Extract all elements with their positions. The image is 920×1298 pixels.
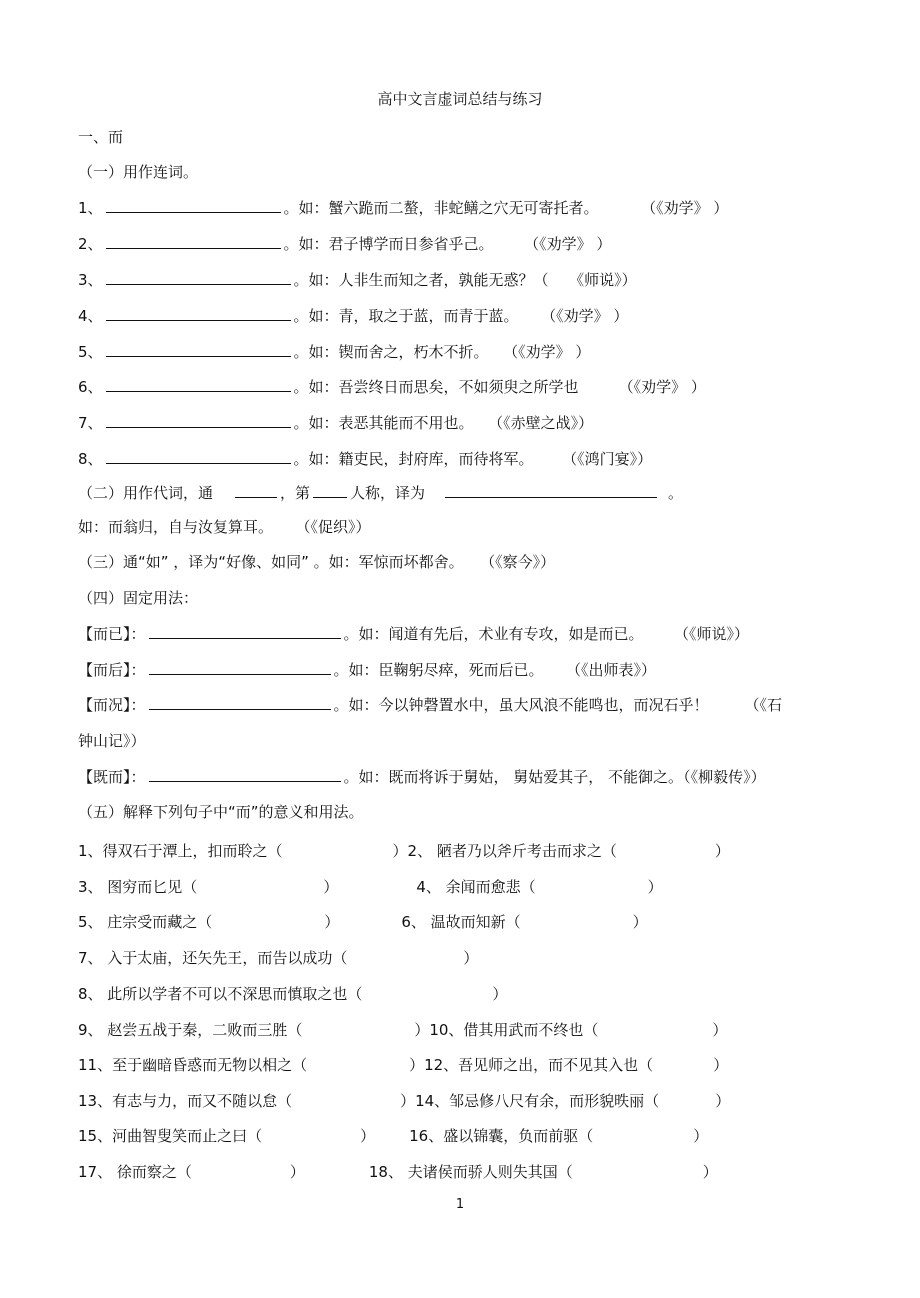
- source-text: （《劝学》 ）: [648, 199, 729, 217]
- fixed-key: 【而后】：: [78, 661, 146, 679]
- pronoun-text: ，第: [280, 484, 311, 502]
- example-text: 。如：籍吏民，封府库，而待将军。: [293, 450, 534, 468]
- conj-row: [78, 376, 706, 398]
- answer-blank[interactable]: [445, 483, 657, 498]
- exercise-text: 7、 入于太庙，还矢先王，而告以成功（: [78, 949, 348, 967]
- subsection-heading: （五）解释下列句子中“而”的意义和用法。: [78, 803, 364, 821]
- example-text: 。如：臣鞠躬尽瘁，死而后已。: [333, 661, 544, 679]
- pronoun-text: 。: [668, 484, 684, 502]
- exercise-text: ）14、邹忌修八尺有余，而形貌昳丽（: [400, 1092, 660, 1110]
- exercise-text: 16、盛以锦囊，负而前驱（: [409, 1127, 594, 1145]
- fixed-row: [78, 766, 766, 788]
- exercise-text: 1、得双石于潭上，扣而聆之（: [78, 842, 283, 860]
- answer-blank[interactable]: [106, 234, 281, 249]
- exercise-row: [78, 1125, 708, 1147]
- conj-row: [78, 448, 652, 470]
- conj-row: [78, 269, 637, 291]
- exercise-text: 6、 温故而知新（: [401, 913, 521, 931]
- exercise-text: ）: [289, 1163, 305, 1181]
- item-number: 6、: [78, 378, 103, 396]
- example-text: 。如：锲而舍之，朽木不折。: [293, 343, 489, 361]
- answer-blank[interactable]: [106, 198, 281, 213]
- example-text: 。如：闻道有先后，术业有专攻，如是而已。: [343, 625, 644, 643]
- source-text: （《劝学》 ）: [548, 307, 629, 325]
- exercise-text: 8、 此所以学者不可以不深思而慎取之也（: [78, 985, 363, 1003]
- answer-blank[interactable]: [106, 449, 291, 464]
- fixed-key: 【既而】：: [78, 768, 146, 786]
- exercise-text: ）: [492, 985, 508, 1003]
- exercise-text: ）: [702, 1163, 718, 1181]
- source-text: （《劝学》 ）: [510, 343, 591, 361]
- example-text: 。如：既而将诉于舅姑， 舅姑爱其子， 不能御之。: [343, 768, 684, 786]
- exercise-text: 4、 余闻而愈悲（: [416, 878, 536, 896]
- item-number: 5、: [78, 343, 103, 361]
- source-text: （《石: [744, 696, 783, 714]
- exercise-text: ）: [463, 949, 479, 967]
- fixed-row: [78, 623, 749, 645]
- exercise-text: ）2、 陋者乃以斧斤考击而求之（: [392, 842, 617, 860]
- exercise-text: ）: [324, 913, 340, 931]
- conj-row: [78, 305, 628, 327]
- source-text: （《察今》）: [487, 553, 556, 571]
- answer-blank[interactable]: [106, 413, 291, 428]
- example-text: 。如：人非生而知之者，孰能无惑？（: [293, 271, 549, 289]
- example-text: 如：而翁归，自与汝复算耳。: [78, 518, 274, 536]
- exercise-row: [78, 983, 507, 1005]
- example-text: 。如：今以钟磬置水中，虽大风浪不能鸣也，而况石乎！: [333, 696, 709, 714]
- item-number: 1、: [78, 199, 103, 217]
- exercise-row: [78, 876, 663, 898]
- exercise-text: 13、有志与力，而又不随以怠（: [78, 1092, 293, 1110]
- ru-row: [78, 551, 555, 573]
- fixed-row: [78, 659, 656, 681]
- source-text: （《劝学》 ）: [531, 235, 612, 253]
- source-text: 《师说》）: [576, 271, 637, 289]
- example-text: （三）通“如” ，译为“好像、如同” 。如：军惊而坏都舍。: [78, 553, 464, 571]
- source-text: （《鸿门宴》）: [569, 450, 653, 468]
- exercise-text: ）: [647, 878, 663, 896]
- example-text: 。如：青，取之于蓝，而青于蓝。: [293, 307, 519, 325]
- item-number: 8、: [78, 450, 103, 468]
- exercise-text: 18、 夫诸侯而骄人则失其国（: [368, 1163, 573, 1181]
- item-number: 7、: [78, 414, 103, 432]
- item-number: 3、: [78, 271, 103, 289]
- source-text: （《出师表》）: [573, 661, 657, 679]
- fixed-cont: 钟山记》）: [78, 732, 146, 750]
- exercise-text: ）: [693, 1127, 709, 1145]
- answer-blank[interactable]: [106, 377, 291, 392]
- subsection-heading: （四）固定用法：: [78, 589, 199, 607]
- subsection-heading: （一）用作连词。: [78, 163, 199, 181]
- exercise-text: 9、 赵尝五战于秦，二败而三胜（: [78, 1021, 303, 1039]
- exercise-text: ）: [713, 1056, 729, 1074]
- fixed-key: 【而已】：: [78, 625, 146, 643]
- example-text: 。如：蟹六跪而二螯，非蛇鳝之穴无可寄托者。: [283, 199, 599, 217]
- answer-blank[interactable]: [313, 483, 347, 498]
- answer-blank[interactable]: [106, 270, 291, 285]
- answer-blank[interactable]: [149, 624, 341, 639]
- page-number: 1: [455, 1197, 465, 1212]
- pronoun-row: [78, 482, 683, 504]
- exercise-row: [78, 1019, 727, 1041]
- conj-row: [78, 341, 590, 363]
- source-text: （《促织》）: [303, 518, 371, 536]
- exercise-row: [78, 840, 730, 862]
- item-number: 4、: [78, 307, 103, 325]
- item-number: 2、: [78, 235, 103, 253]
- fixed-key: 【而况】：: [78, 696, 146, 714]
- source-text: （《师说》）: [681, 625, 750, 643]
- exercise-row: [78, 947, 478, 969]
- exercise-text: ）: [712, 1021, 728, 1039]
- conj-row: [78, 197, 728, 219]
- pronoun-text: 人称，译为: [350, 484, 426, 502]
- answer-blank[interactable]: [106, 342, 291, 357]
- pronoun-text: （二）用作代词，通: [78, 484, 214, 502]
- exercise-text: ）10、借其用武而不终也（: [414, 1021, 599, 1039]
- document-title: 高中文言虚词总结与练习: [377, 90, 543, 108]
- answer-blank[interactable]: [149, 695, 331, 710]
- conj-row: [78, 412, 593, 434]
- answer-blank[interactable]: [149, 767, 341, 782]
- source-text: （《劝学》 ）: [618, 378, 706, 396]
- exercise-text: 5、 庄宗受而藏之（: [78, 913, 213, 931]
- exercise-text: ）: [632, 913, 648, 931]
- example-text: 。如：表恶其能而不用也。: [293, 414, 474, 432]
- exercise-row: [78, 911, 648, 933]
- fixed-row: [78, 694, 782, 716]
- section-heading: 一、而: [78, 128, 124, 146]
- exercise-row: [78, 1161, 718, 1183]
- example-text: 。如：君子博学而日参省乎己。: [283, 235, 494, 253]
- answer-blank[interactable]: [149, 660, 331, 675]
- exercise-text: ）: [360, 1127, 376, 1145]
- exercise-text: ）: [323, 878, 339, 896]
- exercise-row: [78, 1090, 730, 1112]
- example-text: 。如：吾尝终日而思矣，不如须臾之所学也: [293, 378, 579, 396]
- exercise-text: ）: [714, 842, 730, 860]
- exercise-text: ）: [715, 1092, 731, 1110]
- answer-blank[interactable]: [235, 483, 277, 498]
- exercise-text: 15、河曲智叟笑而止之曰（: [78, 1127, 263, 1145]
- conj-row: [78, 233, 611, 255]
- exercise-text: 11、至于幽暗昏惑而无物以相之（: [78, 1056, 308, 1074]
- exercise-text: 3、 图穷而匕见（: [78, 878, 198, 896]
- exercise-row: [78, 1054, 728, 1076]
- pronoun-example: [78, 516, 371, 538]
- answer-blank[interactable]: [106, 306, 291, 321]
- exercise-text: 17、 徐而察之（: [78, 1163, 192, 1181]
- source-text: （《赤壁之战》）: [495, 414, 594, 432]
- source-text: （《柳毅传》）: [683, 768, 766, 786]
- exercise-text: ）12、吾见师之出，而不见其入也（: [409, 1056, 654, 1074]
